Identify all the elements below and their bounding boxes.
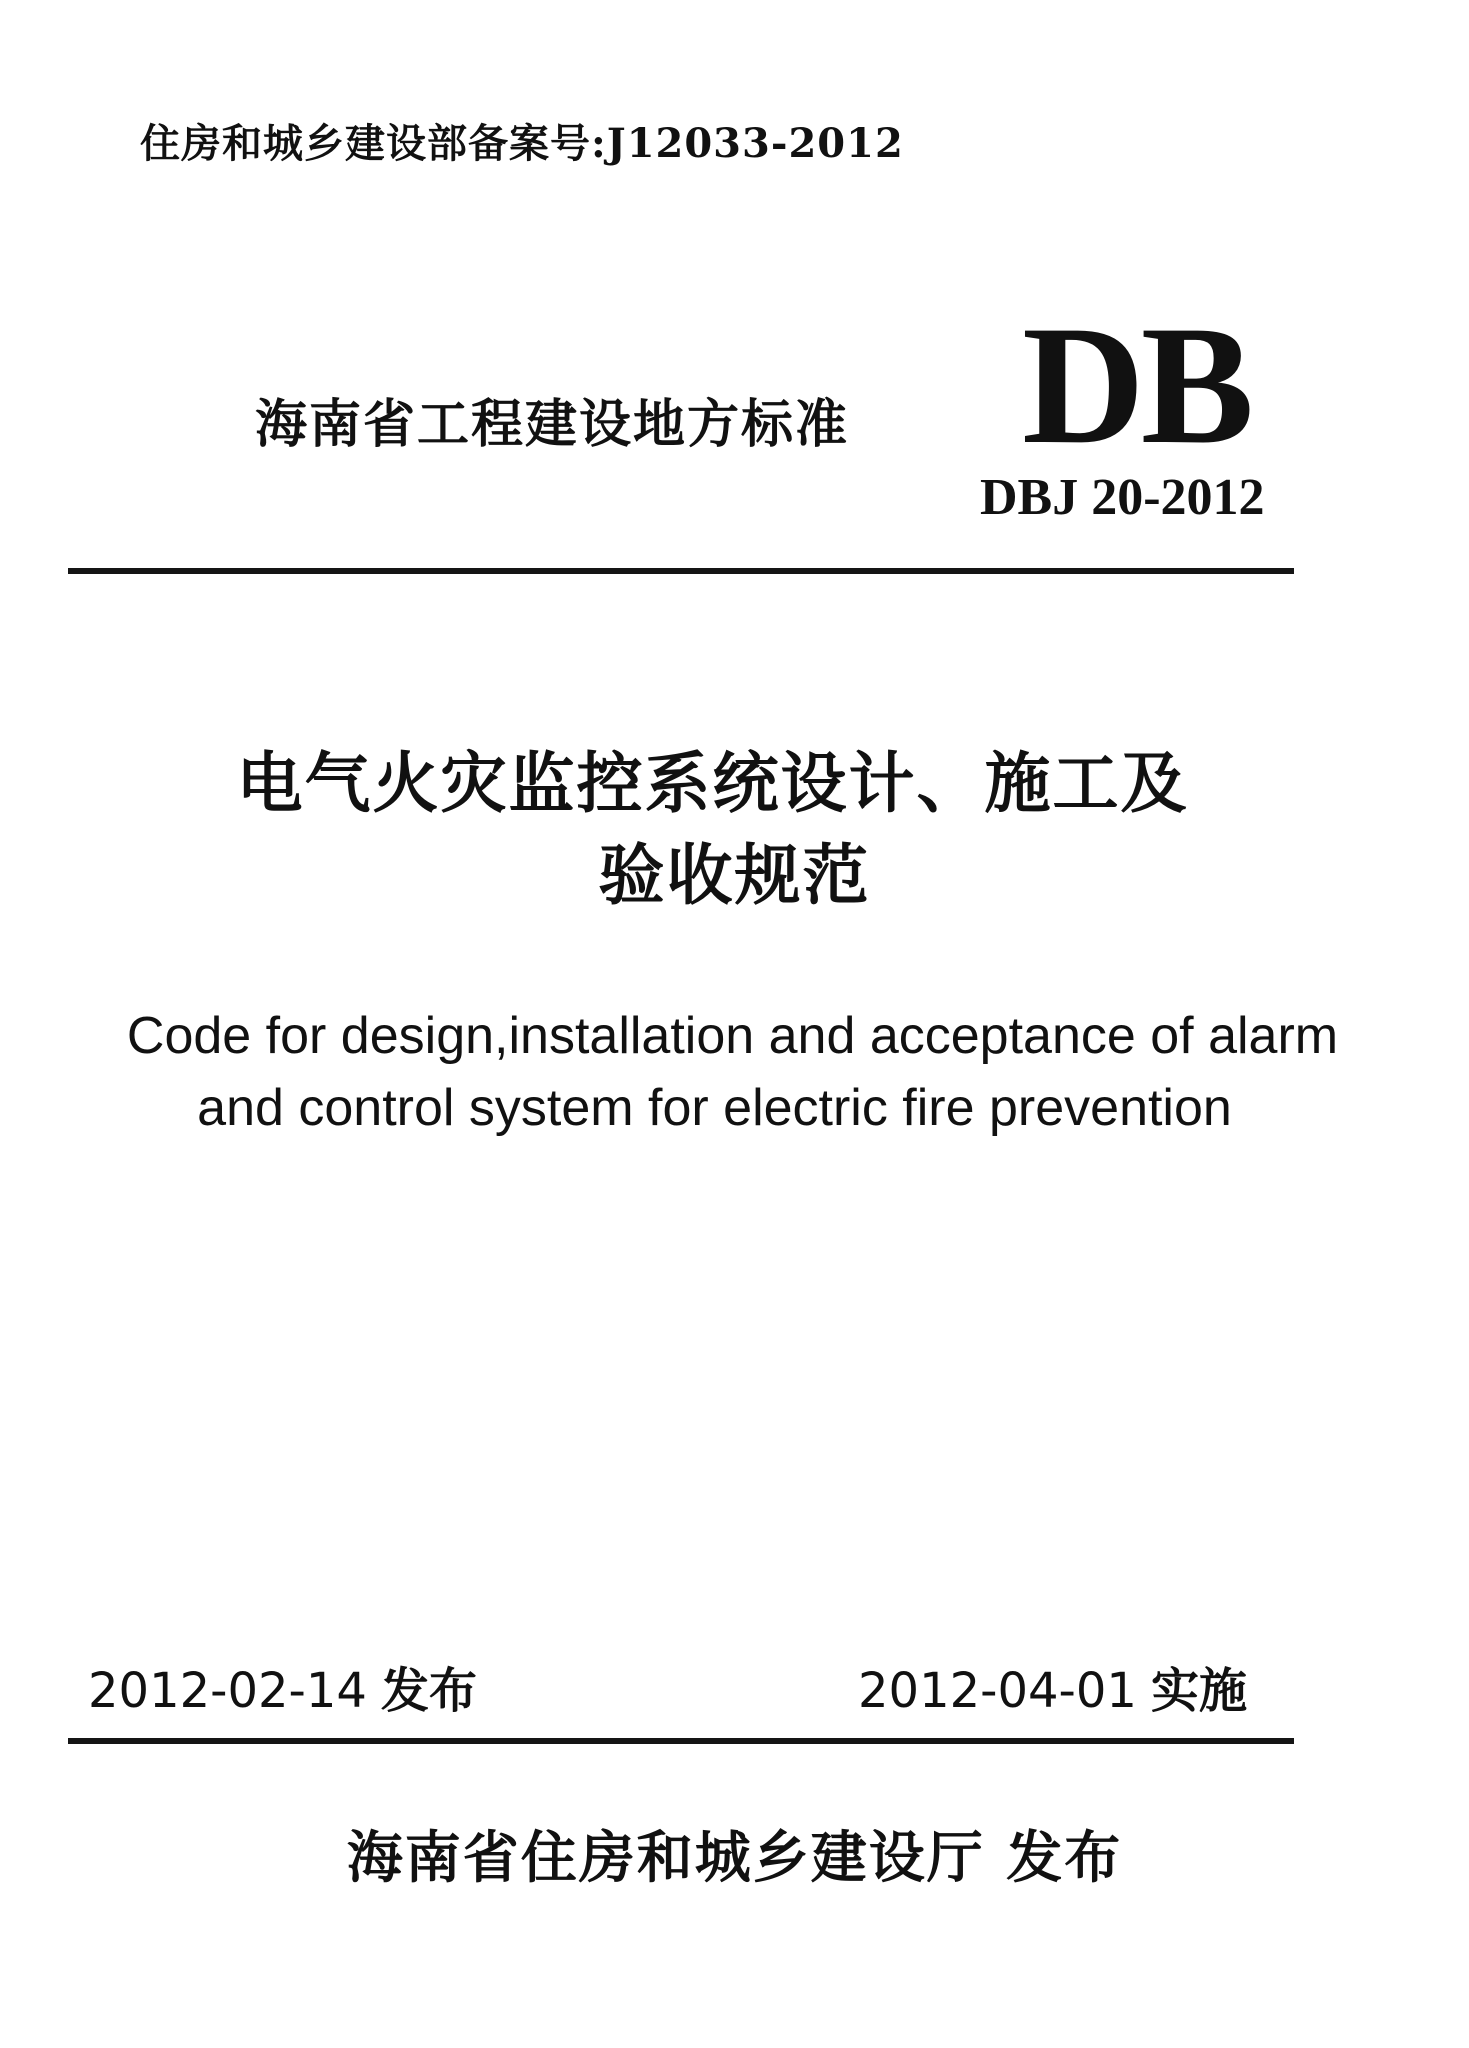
publisher: 海南省住房和城乡建设厅 发布 [346, 1826, 1123, 1891]
standard-category: 海南省工程建设地方标准 [255, 395, 850, 455]
issue-date-value: 2012-02-14 [88, 1663, 367, 1719]
standard-code: DBJ 20-2012 [980, 469, 1265, 526]
chinese-title-line-1: 电气火灾监控系统设计、施工及 [236, 745, 1189, 822]
issue-label: 发布 [380, 1663, 477, 1719]
implementation-date-value: 2012-04-01 [858, 1663, 1137, 1719]
english-title-line-1: Code for design,installation and acceptance of alarm [126, 1007, 1339, 1065]
english-title-line-2: and control system for electric fire prevention [197, 1079, 1232, 1137]
db-mark: DB [1022, 291, 1251, 479]
record-number: 住房和城乡建设部备案号:J12033-2012 [140, 120, 904, 167]
chinese-title-line-2: 验收规范 [598, 837, 871, 914]
top-divider [68, 568, 1294, 574]
implementation-label: 实施 [1150, 1663, 1247, 1719]
bottom-divider [68, 1738, 1294, 1744]
issue-date [88, 1652, 477, 1721]
implementation-date [858, 1652, 1247, 1721]
